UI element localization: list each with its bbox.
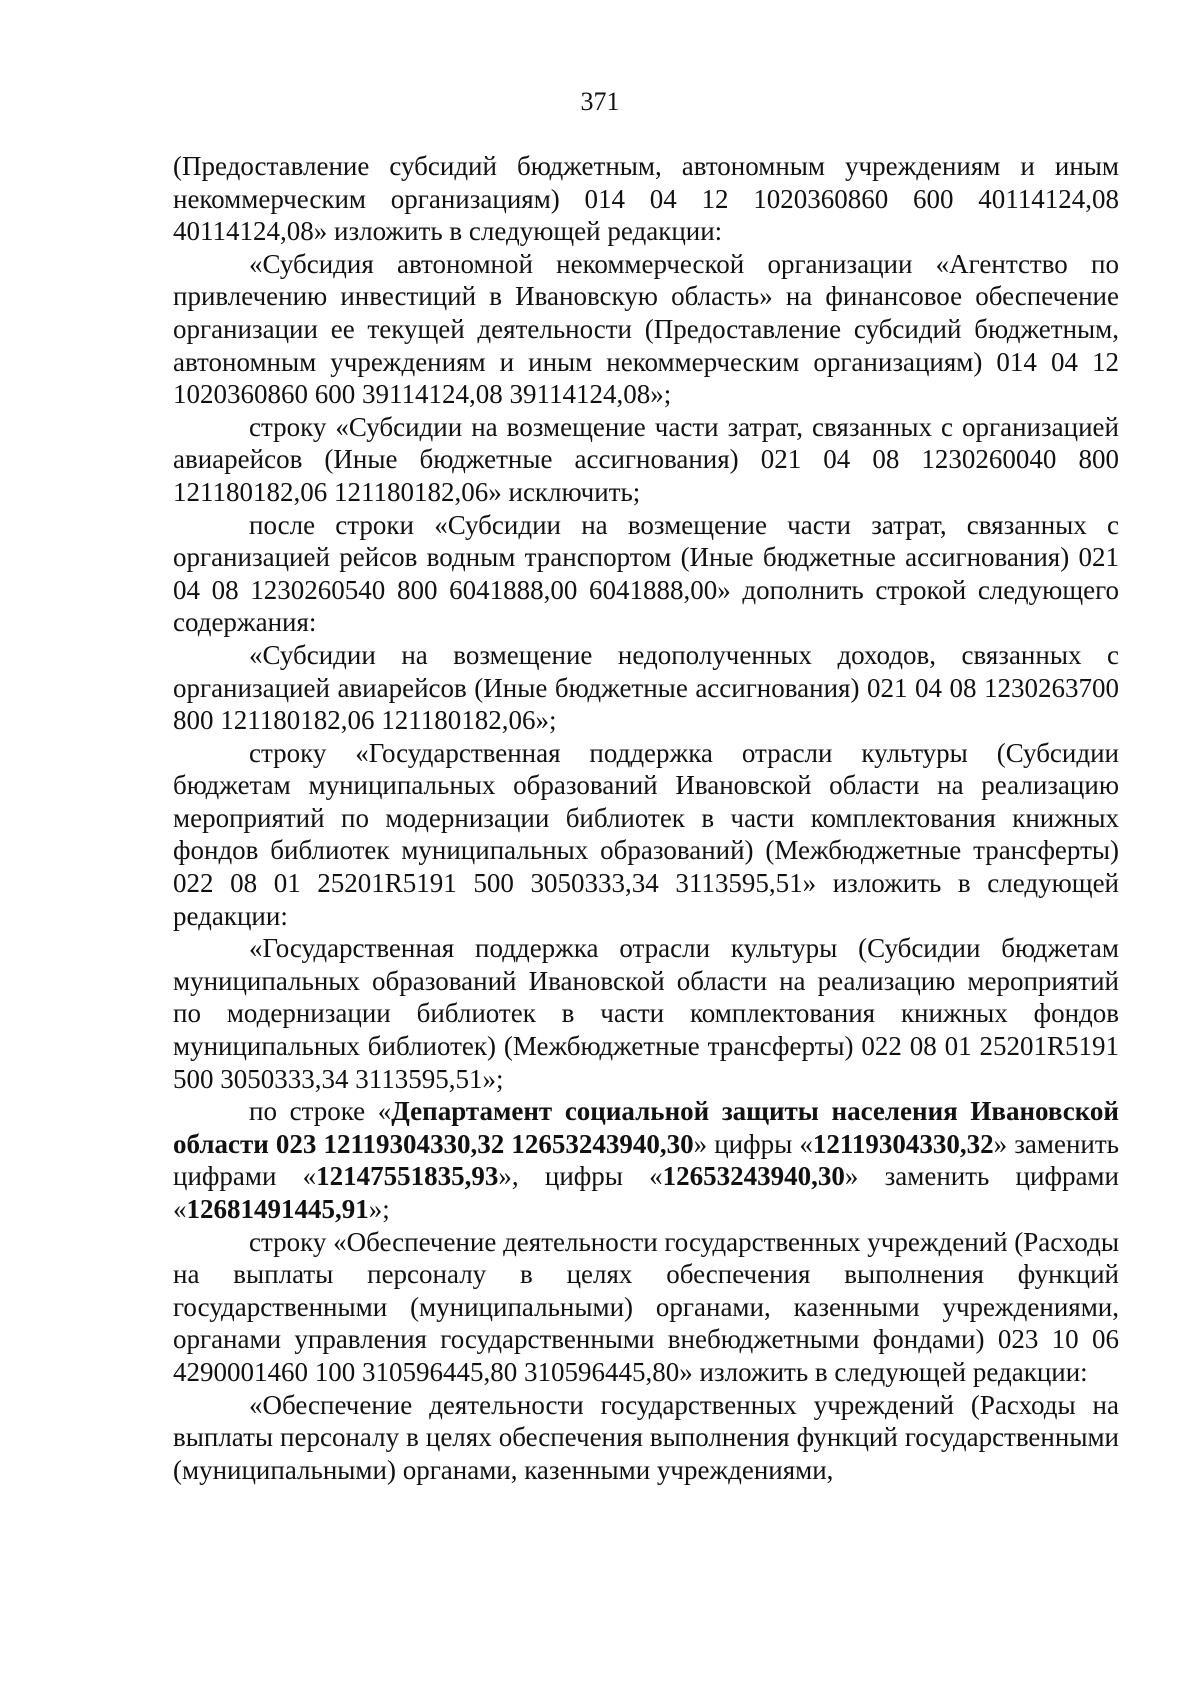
paragraph [173,1389,1119,1487]
bold-text-segment: 12147551835,93 [316,1161,499,1192]
text-segment: «Субсидии на возмещение недополученных доходов, связанных с организацией авиарейсов (Иные бюджетные ассигнования) 021 04 08 1230263700 800 121180182,06 121180182,06»; [173,639,1119,736]
paragraph [173,639,1119,737]
paragraph [173,248,1119,411]
paragraph [173,411,1119,509]
paragraph [173,1226,1119,1389]
bold-text-segment: 12119304330,32 [812,1128,994,1159]
text-segment: » цифры « [693,1128,813,1159]
text-segment: строку «Субсидии на возмещение части затрат, связанных с организацией авиарейсов (Иные бюджетные ассигнования) 021 04 08 1230260040 800 121180182,06 121180182,06» исключить; [173,411,1119,507]
text-segment: »; [368,1194,390,1224]
paragraph [173,150,1119,248]
paragraph [173,1095,1119,1225]
paragraph [173,932,1119,1095]
text-segment: » заменить цифрами « [173,1161,1119,1224]
bold-text-segment: 12653243940,30 [662,1161,845,1192]
text-segment: » заменить цифрами « [173,1128,1119,1192]
text-segment: по строке « [249,1096,392,1127]
paragraph [173,737,1119,933]
paragraph [173,509,1119,639]
text-segment: «Субсидия автономной некоммерческой организации «Агентство по привлечению инвестиций в Ивановскую область» на финансовое обеспечение организации ее текущей деятельности (Предоставление субсидий бюджетным, автономным учреждениям и иным некоммерческим организациям) 014 04 12 1020360860 600 39114124,08 39114124,08»; [173,248,1119,410]
text-segment: «Государственная поддержка отрасли культуры (Субсидии бюджетам муниципальных образований Ивановской области на реализацию мероприятий по модернизации библиотек в части комплектования книжных фондов муниципальных библиотек) (Межбюджетные трансферты) 022 08 01 25201R5191 500 3050333,34 3113595,51»; [173,933,1119,1094]
text-segment: после строки «Субсидии на возмещение части затрат, связанных с организацией рейсов водным транспортом (Иные бюджетные ассигнования) 021 04 08 1230260540 800 6041888,00 6041888,00» дополнить строкой следующего содержания: [173,509,1119,638]
bold-text-segment: Департамент социальной защиты населения Ивановской области 023 12119304330,32 12653243940,30 [173,1096,1119,1159]
text-segment: (Предоставление субсидий бюджетным, автономным учреждениям и иным некоммерческим организациям) 014 04 12 1020360860 600 40114124,08 40114124,08» изложить в следующей редакции: [173,151,1119,247]
bold-text-segment: 12681491445,91 [186,1194,369,1224]
text-segment: строку «Обеспечение деятельности государственных учреждений (Расходы на выплаты персоналу в целях обеспечения выполнения функций государственными (муниципальными) органами, казенными учреждениями, органами управления государственными внебюджетными фондами) 023 10 06 4290001460 100 310596445,80 310596445,80» изложить в следующей редакции: [173,1226,1119,1387]
document-body [173,150,1119,1486]
text-segment: строку «Государственная поддержка отрасли культуры (Субсидии бюджетам муниципальных образований Ивановской области на реализацию мероприятий по модернизации библиотек в части комплектования книжных фондов библиотек муниципальных образований) (Межбюджетные трансферты) 022 08 01 25201R5191 500 3050333,34 3113595,51» изложить в следующей редакции: [173,737,1119,931]
page-number: 371 [580,87,620,116]
text-segment: «Обеспечение деятельности государственных учреждений (Расходы на выплаты персоналу в целях обеспечения выполнения функций государственными (муниципальными) органами, казенными учреждениями, [173,1389,1119,1485]
text-segment: », цифры « [498,1161,663,1192]
